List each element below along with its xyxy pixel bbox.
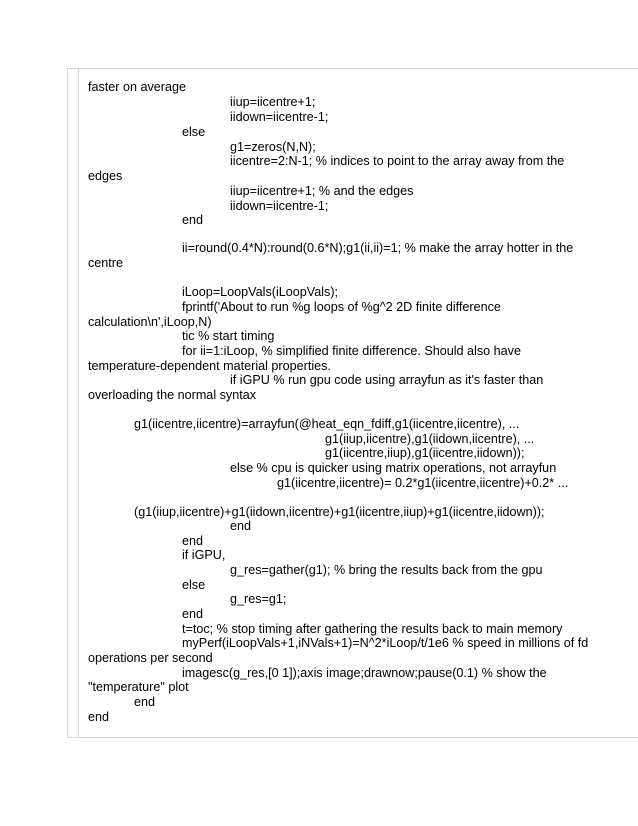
code-line: g_res=g1;	[230, 592, 287, 606]
code-line: myPerf(iLoopVals+1,iNVals+1)=N^2*iLoop/t/1e6 % speed in millions of fd	[182, 636, 589, 650]
code-line: iidown=iicentre-1;	[230, 110, 329, 124]
code-line: g1(iicentre,iicentre)= 0.2*g1(iicentre,iicentre)+0.2* ...	[277, 476, 569, 490]
code-line: g1(iicentre,iiup),g1(iicentre,iidown));	[325, 446, 525, 460]
code-line: for ii=1:iLoop, % simplified finite difference. Should also have	[182, 344, 521, 358]
code-line: end	[182, 534, 204, 548]
code-line: else	[182, 125, 206, 139]
code-line: g1=zeros(N,N);	[230, 140, 316, 154]
code-line: calculation\n',iLoop,N)	[88, 315, 212, 329]
code-line: if iGPU,	[182, 548, 226, 562]
code-line: end	[230, 519, 252, 533]
code-line: (g1(iiup,iicentre)+g1(iidown,iicentre)+g1(iicentre,iiup)+g1(iicentre,iidown));	[134, 505, 545, 519]
code-line: end	[134, 695, 156, 709]
code-line: overloading the normal syntax	[88, 388, 257, 402]
code-line: edges	[88, 169, 123, 183]
code-line: g1(iicentre,iicentre)=arrayfun(@heat_eqn_fdiff,g1(iicentre,iicentre), ...	[134, 417, 520, 431]
code-line: iiup=iicentre+1;	[230, 95, 316, 109]
code-line: else % cpu is quicker using matrix operations, not arrayfun	[230, 461, 557, 475]
code-line: faster on average	[88, 80, 187, 94]
code-line: g_res=gather(g1); % bring the results back from the gpu	[230, 563, 543, 577]
code-line: "temperature" plot	[88, 680, 189, 694]
code-line: iicentre=2:N-1; % indices to point to the array away from the	[230, 154, 565, 168]
code-line: operations per second	[88, 651, 213, 665]
code-line: fprintf('About to run %g loops of %g^2 2D finite difference	[182, 300, 501, 314]
code-line: iidown=iicentre-1;	[230, 199, 329, 213]
code-line: imagesc(g_res,[0 1]);axis image;drawnow;pause(0.1) % show the	[182, 666, 547, 680]
code-line: g1(iiup,iicentre),g1(iidown,iicentre), ...	[325, 432, 535, 446]
code-line: centre	[88, 256, 124, 270]
code-line: end	[182, 607, 204, 621]
code-line: iiup=iicentre+1; % and the edges	[230, 184, 414, 198]
code-line: t=toc; % stop timing after gathering the results back to main memory	[182, 622, 563, 636]
code-line: ii=round(0.4*N):round(0.6*N);g1(ii,ii)=1; % make the array hotter in the	[182, 241, 574, 255]
code-line: else	[182, 578, 206, 592]
code-line: end	[88, 710, 110, 724]
code-line: tic % start timing	[182, 329, 275, 343]
code-line: end	[182, 213, 204, 227]
code-line: iLoop=LoopVals(iLoopVals);	[182, 285, 339, 299]
code-line: if iGPU % run gpu code using arrayfun as it's faster than	[230, 373, 544, 387]
code-line: temperature-dependent material properties.	[88, 359, 331, 373]
